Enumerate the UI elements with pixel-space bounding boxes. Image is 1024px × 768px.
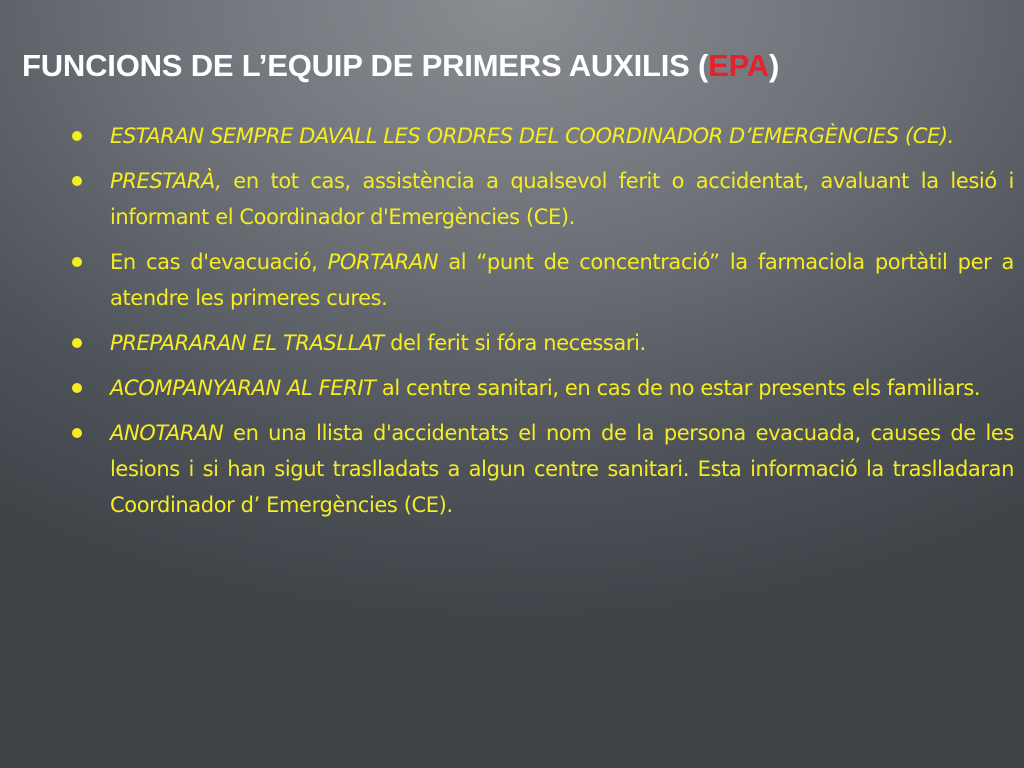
- bullet-dot-icon: [72, 428, 82, 438]
- bullet-text-italic: ACOMPANYARAN AL FERIT: [110, 376, 376, 400]
- bullet-item-3: [66, 244, 1014, 316]
- bullet-text-italic: PRESTARÀ,: [110, 169, 222, 193]
- bullet-dot-icon: [72, 257, 82, 267]
- bullet-text-after: en una llista d'accidentats el nom de la persona evacuada, causes de les lesions i si han sigut traslladats a algun centre sanitari. Esta informació la traslladaran Coordinador d’ Emergències (CE).: [110, 421, 1014, 517]
- bullet-dot-icon: [72, 383, 82, 393]
- bullet-text-italic: ANOTARAN: [110, 421, 224, 445]
- bullet-text-italic: PORTARAN: [327, 250, 439, 274]
- bullet-dot-icon: [72, 131, 82, 141]
- bullet-dot-icon: [72, 338, 82, 348]
- bullet-text-before: En cas d'evacuació,: [110, 250, 328, 274]
- bullet-text-italic: PREPARARAN EL TRASLLAT: [110, 331, 384, 355]
- bullet-text-after: en tot cas, assistència a qualsevol ferit o accidentat, avaluant la lesió i informant el Coordinador d'Emergències (CE).: [110, 169, 1014, 229]
- bullet-list: [66, 118, 1014, 532]
- bullet-item-4: [66, 325, 1014, 361]
- bullet-item-6: [66, 415, 1014, 523]
- title-accent: EPA: [708, 48, 769, 83]
- bullet-item-2: [66, 163, 1014, 235]
- bullet-text-after: del ferit si fóra necessari.: [383, 331, 646, 355]
- bullet-text-italic: ESTARAN SEMPRE DAVALL LES ORDRES DEL COORDINADOR D’EMERGÈNCIES (CE).: [110, 124, 954, 148]
- title-prefix: FUNCIONS DE L’EQUIP DE PRIMERS AUXILIS (: [22, 48, 709, 83]
- bullet-text-after: al “punt de concentració” la farmaciola portàtil per a atendre les primeres cures.: [110, 250, 1014, 310]
- slide-title: [22, 46, 1012, 86]
- bullet-dot-icon: [72, 176, 82, 186]
- title-suffix: ): [768, 48, 780, 83]
- bullet-item-1: [66, 118, 1014, 154]
- bullet-item-5: [66, 370, 1014, 406]
- bullet-text-after: al centre sanitari, en cas de no estar presents els familiars.: [375, 376, 981, 400]
